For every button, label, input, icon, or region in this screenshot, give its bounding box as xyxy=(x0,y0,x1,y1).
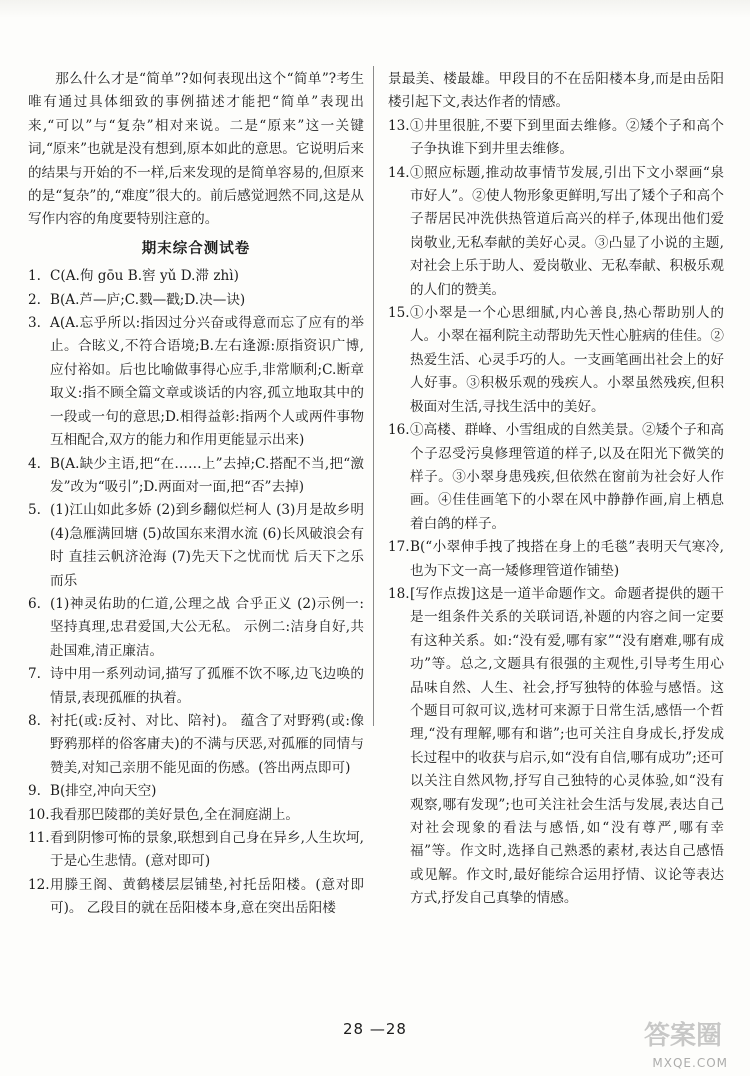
left-column xyxy=(28,68,364,921)
answer-text: [写作点拨]这是一道半命题作文。命题者提供的题干是一组条件关系的关联词语,补题的内容之间一定要有这种关系。如:“没有爱,哪有家”“没有磨难,哪有成功”等。总之,文题具有很强的主观性,引导考生用心品味自然、人生、社会,抒写独特的体验与感悟。这个题目可叙可议,选材可来源于日常生活,感悟一个哲理,“没有理解,哪有和谐”;也可关注自身成长,抒发成长过程中的收获与启示,如“没有自信,哪有成功”;还可以关注自然风物,抒写自己独特的心灵体验,如“没有观察,哪有发现”;也可关注社会生活与发展,表达自己对社会现象的看法与感悟,如“没有尊严,哪有幸福”等。作文时,选择自己熟悉的素材,表达自己感悟或见解。作文时,最好能综合运用抒情、议论等表达方式,抒发自己真挚的情感。 xyxy=(410,585,724,907)
answer-text: 我看那巴陵郡的美好景色,全在洞庭湖上。 xyxy=(50,806,300,823)
answer-number: 11. xyxy=(28,830,50,846)
answer-text: 看到阴惨可怖的景象,联想到自己身在异乡,人生坎坷,于是心生悲情。(意对即可) xyxy=(50,830,364,870)
answer-number: 17. xyxy=(388,539,410,556)
answer-item xyxy=(388,419,724,536)
answer-text: B(“小翠伸手拽了拽搭在身上的毛毯”表明天气寒冷,也为下文一高一矮修理管道作铺垫) xyxy=(410,539,724,579)
answer-text: B(A.芦—庐;C.戮—戳;D.决—诀) xyxy=(50,291,246,308)
answer-number: 12. xyxy=(28,876,50,893)
answer-number: 14. xyxy=(388,164,410,181)
answer-item xyxy=(388,536,724,583)
answer-text: ①高楼、群峰、小雪组成的自然美景。②矮个子和高个子忍受污臭修理管道的样子,以及在阳光下微笑的样子。③小翠身患残疾,但依然在窗前为社会好人作画。④佳佳画笔下的小翠在风中静静作画,肩上栖息着白鸽的样子。 xyxy=(410,422,724,532)
right-answer-list xyxy=(388,115,724,911)
answer-text: ①井里很脏,不要下到里面去维修。②矮个子和高个子争执谁下到井里去维修。 xyxy=(410,117,724,158)
watermark-site: MXQE.COM xyxy=(652,1056,728,1070)
answer-number: 8. xyxy=(28,712,41,729)
answer-text: ①小翠是一个心思细腻,内心善良,热心帮助别人的人。小翠在福利院主动帮助先天性心脏病的佳佳。②热爱生活、心灵手巧的人。一支画笔画出社会上的好人好事。③积极乐观的残疾人。小翠虽然残疾,但积极面对生活,寻找生活中的美好。 xyxy=(410,305,724,415)
answer-item xyxy=(388,583,724,911)
answer-number: 2. xyxy=(28,291,41,308)
answer-item xyxy=(28,874,364,921)
answer-item xyxy=(388,162,724,302)
answer-item xyxy=(28,710,364,780)
column-divider xyxy=(373,66,374,726)
answer-item xyxy=(28,593,364,663)
continued-paragraph: 景最美、楼最雄。甲段目的不在岳阳楼本身,而是由岳阳楼引起下文,表达作者的情感。 xyxy=(388,71,724,111)
answer-number: 13. xyxy=(388,117,410,134)
page-number: 28 —28 xyxy=(343,1020,407,1038)
answer-item xyxy=(28,827,364,874)
answer-item xyxy=(28,780,364,803)
answer-number: 9. xyxy=(28,783,41,800)
answer-number: 6. xyxy=(28,595,41,612)
answer-text: 衬托(或:反衬、对比、陪衬)。 蕴含了对野鸦(或:像野鸦那样的俗客庸夫)的不满与厌恶,对孤雁的同情与赞美,对知己亲朋不能见面的伤感。(答出两点即可) xyxy=(50,712,364,776)
answer-number: 1. xyxy=(28,268,41,285)
answer-item xyxy=(28,453,364,500)
answer-item xyxy=(28,663,364,710)
right-column xyxy=(388,68,724,911)
answer-number: 10. xyxy=(28,806,50,823)
answer-text: (1)神灵佑助的仁道,公理之战 合乎正义 (2)示例一:坚持真理,忠君爱国,大公无私。 示例二:洁身自好,共赴国难,清正廉洁。 xyxy=(50,595,364,659)
answer-item xyxy=(28,265,364,288)
answer-text: C(A.佝 gōu B.窖 yǔ D.滞 zhì) xyxy=(50,268,239,285)
answer-number: 15. xyxy=(388,305,410,322)
answer-text: 用滕王阁、黄鹤楼层层铺垫,衬托岳阳楼。(意对即可)。 乙段目的就在岳阳楼本身,意在突出岳阳楼 xyxy=(50,876,364,917)
answer-number: 16. xyxy=(388,422,410,439)
answer-text: B(排空,冲向天空) xyxy=(50,783,157,800)
section-heading: 期末综合测试卷 xyxy=(141,240,251,257)
answer-text: 诗中用一系列动词,描写了孤雁不饮不啄,边飞边唤的情景,表现孤雁的执着。 xyxy=(50,666,364,706)
watermark-logo: 答案圈 xyxy=(643,1021,722,1051)
answer-item xyxy=(388,115,724,162)
answer-text: B(A.缺少主语,把“在……上”去掉;C.搭配不当,把“激发”改为“吸引”;D.两面对一面,把“否”去掉) xyxy=(50,455,364,495)
answer-number: 5. xyxy=(28,502,41,519)
answer-number: 7. xyxy=(28,666,41,683)
answer-number: 18. xyxy=(388,585,410,602)
answer-item xyxy=(28,499,364,593)
answer-text: (1)江山如此多娇 (2)到乡翻似烂柯人 (3)月是故乡明 (4)急雁满回塘 (5)故国东来渭水流 (6)长风破浪会有时 直挂云帆济沧海 (7)先天下之忧而忧 后天下之乐而乐 xyxy=(50,502,364,589)
answer-item xyxy=(28,312,364,452)
answer-item xyxy=(388,302,724,419)
left-answer-list xyxy=(28,265,364,920)
answer-number: 4. xyxy=(28,455,41,472)
answer-item xyxy=(28,289,364,312)
answer-text: ①照应标题,推动故事情节发展,引出下文小翠画“泉市好人”。②使人物形象更鲜明,写出了矮个子和高个子帮居民冲洗供热管道后高兴的样子,体现出他们爱岗敬业,无私奉献的美好心灵。③凸显了小说的主题,对社会上乐于助人、爱岗敬业、无私奉献、积极乐观的人们的赞美。 xyxy=(410,164,724,298)
answer-number: 3. xyxy=(28,315,41,332)
answer-item xyxy=(28,804,364,827)
intro-paragraph: 那么什么才是“简单”?如何表现出这个“简单”?考生唯有通过具体细致的事例描述才能把“简单”表现出来,“可以”与“复杂”相对来说。二是“原来”这一关键词,“原来”也就是没有想到,原本如此的意思。它说明后来的结果与开始的不一样,后来发现的是简单容易的,但原来的是“复杂”的,“难度”很大的。前后感觉迥然不同,这是从写作内容的角度要特别注意的。 xyxy=(28,71,364,228)
top-strip xyxy=(0,0,750,18)
answer-text: A(A.忘乎所以:指因过分兴奋或得意而忘了应有的举止。合眩义,不符合语境;B.左右逢源:原指资识广博,应付裕如。后也比喻做事得心应手,非常顺利;C.断章取义:指不顾全篇文章或谈话的内容,孤立地取其中的一段或一句的意思;D.相得益彰:指两个人或两件事物互相配合,双方的能力和作用更能显示出来) xyxy=(50,315,364,449)
